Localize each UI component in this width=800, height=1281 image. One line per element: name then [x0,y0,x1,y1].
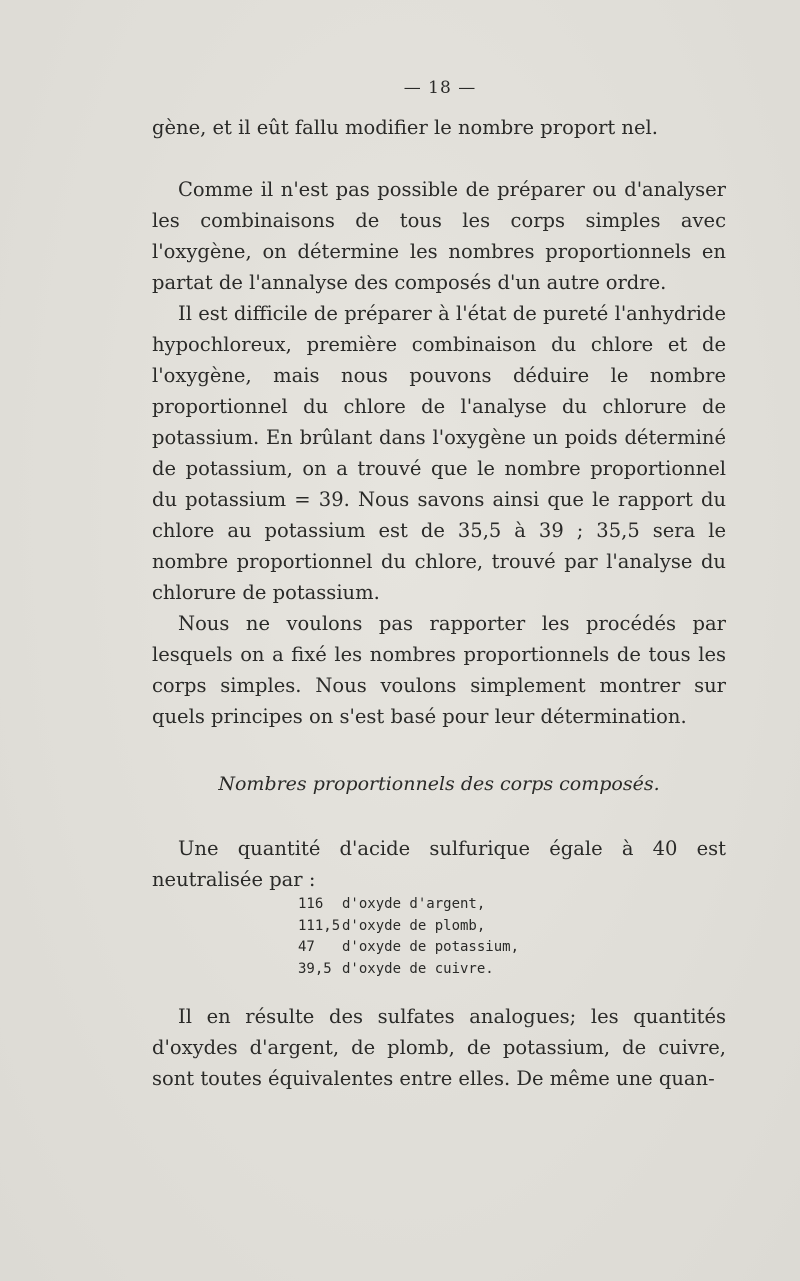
substance: d'oxyde d'argent, [342,896,486,912]
quantity: 111,5 [298,917,341,934]
quantity: 39,5 [298,960,332,977]
substance: d'oxyde de potassium, [342,939,520,955]
table-row [298,916,519,938]
section-heading: Nombres proportionnels des corps composés. [218,773,660,795]
paragraph: gène, et il eût fallu modifier le nombre proport nel. [152,116,658,139]
quantity: 47 [298,939,315,955]
paragraph: Il en résulte des sulfates analogues; les quantités d'oxydes d'argent, de plomb, de potassium, de cuivre, sont toutes équivalentes entre elles. De même une quan- [152,1005,726,1090]
paragraph: Nous ne voulons pas rapporter les procédés par lesquels on a fixé les nombres proportionnels de tous les corps simples. Nous voulons simplement montrer sur quels principes on s'est basé pour leur détermination. [152,612,726,728]
page-number: — 18 — [403,78,477,98]
body-text-bottom [152,1001,726,1094]
table-row [298,937,519,959]
paragraph: Comme il n'est pas possible de préparer ou d'analyser les combinaisons de tous les corps simples avec l'oxygène, on détermine les nombres proportionnels en partat de l'annalyse des composés d'un autre ordre. [152,178,726,294]
paragraph: Il est difficile de préparer à l'état de pureté l'anhydride hypochloreux, première combinaison du chlore et de l'oxygène, mais nous pouvons déduire le nombre proportionnel du chlore de l'analyse du chlorure de potassium. En brûlant dans l'oxygène un poids déterminé de potassium, on a trouvé que le nombre proportionnel du potassium = 39. Nous savons ainsi que le rapport du chlore au potassium est de 35,5 à 39 ; 35,5 sera le nombre proportionnel du chlore, trouvé par l'analyse du chlorure de potassium. [152,302,726,604]
table-row [298,959,519,981]
paragraph: Une quantité d'acide sulfurique égale à 40 est neutralisée par : [152,837,726,891]
body-text-top [152,112,726,732]
intro-text [152,833,726,895]
quantity: 116 [298,896,324,912]
table-row [298,894,519,916]
substance: d'oxyde de cuivre. [342,960,494,977]
substance: d'oxyde de plomb, [342,917,486,934]
equivalents-table [298,894,519,980]
